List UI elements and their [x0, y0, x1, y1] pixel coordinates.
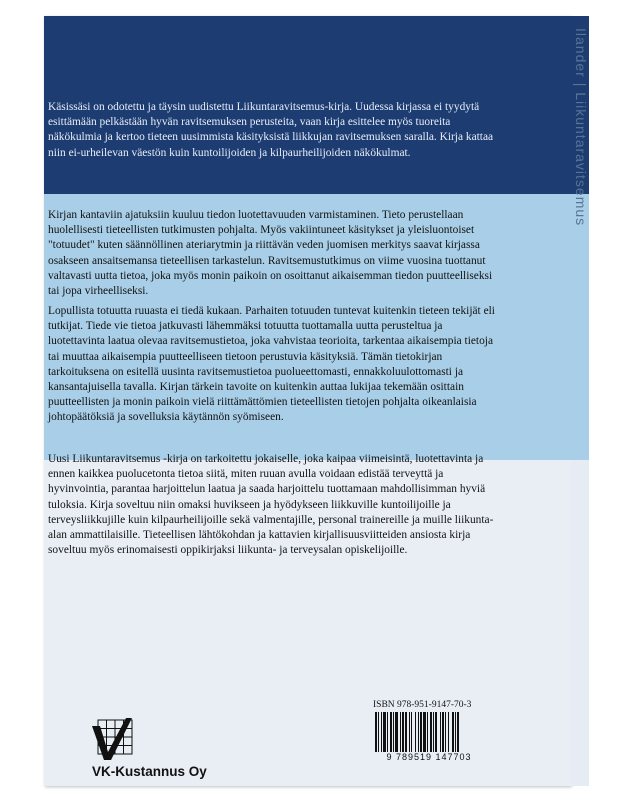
barcode-bar [393, 712, 394, 752]
barcode-bar [395, 712, 398, 752]
barcode-bar [402, 712, 404, 752]
barcode [373, 712, 485, 752]
barcode-bar [378, 712, 379, 752]
barcode-bar [381, 712, 382, 752]
blurb-paragraph-4: Uusi Liikuntaravitsemus -kirja on tarkoitettu jokaiselle, joka kaipaa viimeisintä, luotettavinta ja ennen kaikkea puolucetonta tietoa siitä, miten ruuan avulla voidaan edistää terveyttä ja hyvinvointia, parantaa harjoittelun laatua ja saada harjoittelu tuottamaan mahdollisimman hyviä tuloksia. Kirja soveltuu niin omaksi huvikseen ja hyödykseen liikkuville kuntoilijoille ja terveysliikkujille kuin kilpaurheilijoille sekä valmentajille, personal trainereille ja muille liikunta-alan ammattilaisille. Tieteellisen lähtökohdan ja kattavien kirjallisuusviitteiden ansiosta kirja soveltuu myös erinomaisesti oppikirjaksi liikunta- ja terveysalan opiskelijoille. [48, 453, 494, 557]
barcode-bar [455, 712, 456, 752]
barcode-bar [433, 712, 434, 752]
barcode-bar [445, 712, 446, 752]
barcode-bar [409, 712, 410, 752]
barcode-bar [405, 712, 407, 752]
barcode-number: 9 789519 147703 [386, 752, 472, 762]
spine-title: Ilander | Liikuntaravitsemus [573, 28, 589, 227]
barcode-bar [457, 712, 459, 752]
barcode-bar [387, 712, 388, 752]
isbn-label: ISBN 978-951-9147-70-3 [373, 700, 472, 710]
barcode-bar [390, 712, 392, 752]
barcode-bar [430, 712, 432, 752]
barcode-bar [435, 712, 437, 752]
barcode-bar [448, 712, 449, 752]
barcode-bar [418, 712, 419, 752]
barcode-bar [423, 712, 426, 752]
barcode-bar [375, 712, 377, 752]
barcode-bar [411, 712, 412, 752]
barcode-bar [452, 712, 454, 752]
barcode-bar [415, 712, 416, 752]
barcode-bar [427, 712, 428, 752]
barcode-bar [400, 712, 401, 752]
barcode-bar [420, 712, 422, 752]
barcode-bar [440, 712, 441, 752]
blurb-paragraph-2: Kirjan kantaviin ajatuksiin kuuluu tiedon luotettavuuden varmistaminen. Tieto perustellaan huolellisesti tieteellisten tutkimusten pohjalta. Myös vakiintuneet käsitykset ja yleisluontoiset "totuudet" kuten säännöllinen ateriarytmin ja riittävän veden juomisen merkitys saavat kirjassa osakseen ansaitsemansa tieteellisen tarkastelun. Ravitsemustutkimus on viime vuosina tuottanut valtavasti uutta tietoa, joka myös monin paikoin on osoittanut aikaisemman tiedon puutteelliseksi tai jopa virheelliseksi. [48, 209, 493, 298]
vk-logo-icon [92, 716, 136, 762]
barcode-bar [383, 712, 386, 752]
publisher-name: VK-Kustannus Oy [92, 764, 207, 779]
barcode-bar [442, 712, 444, 752]
blurb-paragraph-1: Käsissäsi on odotettu ja täysin uudistettu Liikuntaravitsemus-kirja. Uudessa kirjassa ei tyydytä esittämään pelkästään hyvän ravitsemuksen perusteita, vaan kirja esittelee myös tuoreita näkökulmia ja kertoo tieteen uusimmista käsityksistä liikkujan ravitsemuksen saralla. Kirja kattaa niin ei-urheilevan väestön kuin kuntoilijoiden ja kilpaurheilijoiden näkökulmat. [48, 101, 494, 159]
blurb-paragraph-3: Lopullista totuutta ruuasta ei tiedä kukaan. Parhaiten totuuden tuntevat kuitenkin tieteen tekijät eli tutkijat. Tiede vie tietoa jatkuvasti lähemmäksi totuutta tuottamalla uutta perusteltua ja luotettavinta laatua olevaa ravitsemustietoa, joka vahvistaa teorioita, tarkentaa aikaisempia tietoja tai muuttaa aikaisempia puutteelliseen tietoon perustuvia käsityksiä. Tämän tietokirjan tarkoituksena on esitellä uusinta ravitsemustietoa puolueettomasti, ennakkoluulottomasti ja kansantajuisella tavalla. Kirjan tärkein tavoite on kuitenkin auttaa lukijaa tekemään osittain puutteellisten ja monin paikoin vielä riittämättömien tieteellisten tietojen pohjalta oikeanlaisia johtopäätöksiä ja sovelluksia käytännön syömiseen. [48, 305, 495, 424]
